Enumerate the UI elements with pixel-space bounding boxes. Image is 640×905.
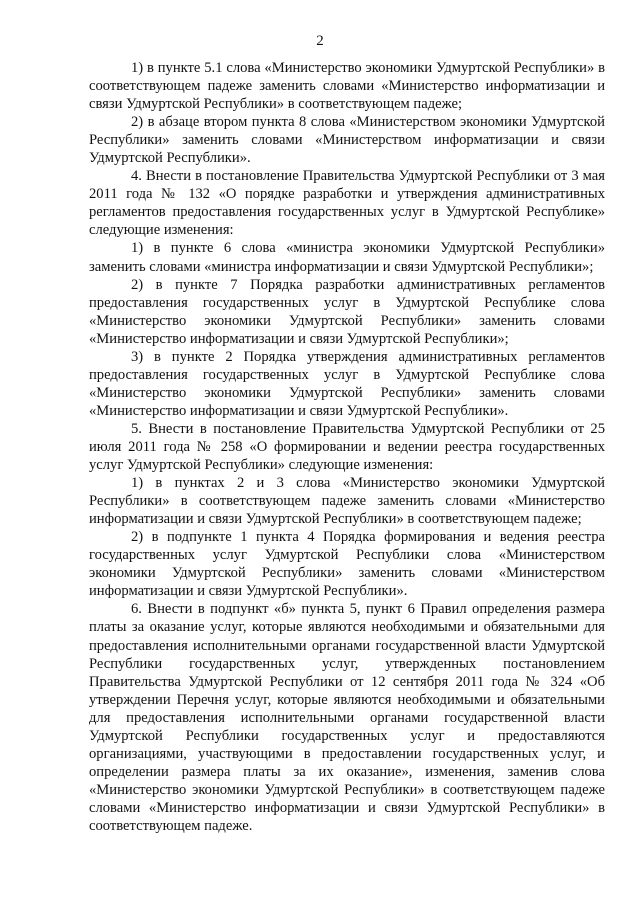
paragraph-section-6: 6. Внести в подпункт «б» пункта 5, пункт 6 Правил определения размера платы за оказание услуг, которые являются необходимыми и обязательными для предоставления исполнительными органами государственной власти Удмуртской Республики государственных услуг, утвержденных постановлением Правительства Удмуртской Республики от 12 сентября 2011 года № 324 «Об утверждении Перечня услуг, которые являются необходимыми и обязательными для предоставления исполнительными органами государственной власти Удмуртской Республики государственных услуг и предоставляются организациями, участвующими в предоставлении государственных услуг, и определении размера платы за их оказание», изменения, заменив слова «Министерство экономики Удмуртской Республики» в соответствующем падеже словами «Министерство информатизации и связи Удмуртской Республики» в соответствующем падеже. — [89, 601, 605, 834]
paragraph-section-4: 4. Внести в постановление Правительства Удмуртской Республики от 3 мая 2011 года № 132 «О порядке разработки и утверждения административных регламентов предоставления государственных услуг в Удмуртской Республике» следующие изменения: — [89, 168, 605, 239]
paragraph-section-5-item-1: 1) в пунктах 2 и 3 слова «Министерство экономики Удмуртской Республики» в соответствующем падеже заменить словами «Министерство информатизации и связи Удмуртской Республики» в соответствующем падеже; — [89, 475, 605, 528]
paragraph-section-5: 5. Внести в постановление Правительства Удмуртской Республики от 25 июля 2011 года № 258 «О формировании и ведении реестра государственных услуг Удмуртской Республики» следующие изменения: — [89, 420, 605, 474]
paragraph-section-4-item-2: 2) в пункте 7 Порядка разработки административных регламентов предоставления государственных услуг в Удмуртской Республике слова «Министерство экономики Удмуртской Республики» заменить словами «Министерство информатизации и связи Удмуртской Республики»; — [89, 276, 605, 347]
paragraph-item-2-point-8: 2) в абзаце втором пункта 8 слова «Министерством экономики Удмуртской Республики» заменить словами «Министерством информатизации и связи Удмуртской Республики». — [89, 114, 605, 167]
paragraph-section-4-item-1: 1) в пункте 6 слова «министра экономики Удмуртской Республики» заменить словами «министра информатизации и связи Удмуртской Республики»; — [89, 240, 605, 275]
paragraph-section-5-item-2: 2) в подпункте 1 пункта 4 Порядка формирования и ведения реестра государственных услуг Удмуртской Республики слова «Министерством экономики Удмуртской Республики» заменить словами «Министерством информатизации и связи Удмуртской Республики». — [89, 529, 605, 600]
page-number: 2 — [316, 33, 324, 49]
paragraph-section-4-item-3: 3) в пункте 2 Порядка утверждения административных регламентов предоставления государственных услуг в Удмуртской Республике слова «Министерство экономики Удмуртской Республики» заменить словами «Министерство информатизации и связи Удмуртской Республики». — [89, 348, 605, 419]
document-body — [89, 59, 605, 835]
paragraph-item-1-point-5-1: 1) в пункте 5.1 слова «Министерство экономики Удмуртской Республики» в соответствующем падеже заменить словами «Министерство информатизации и связи Удмуртской Республики» в соответствующем падеже; — [89, 60, 605, 113]
